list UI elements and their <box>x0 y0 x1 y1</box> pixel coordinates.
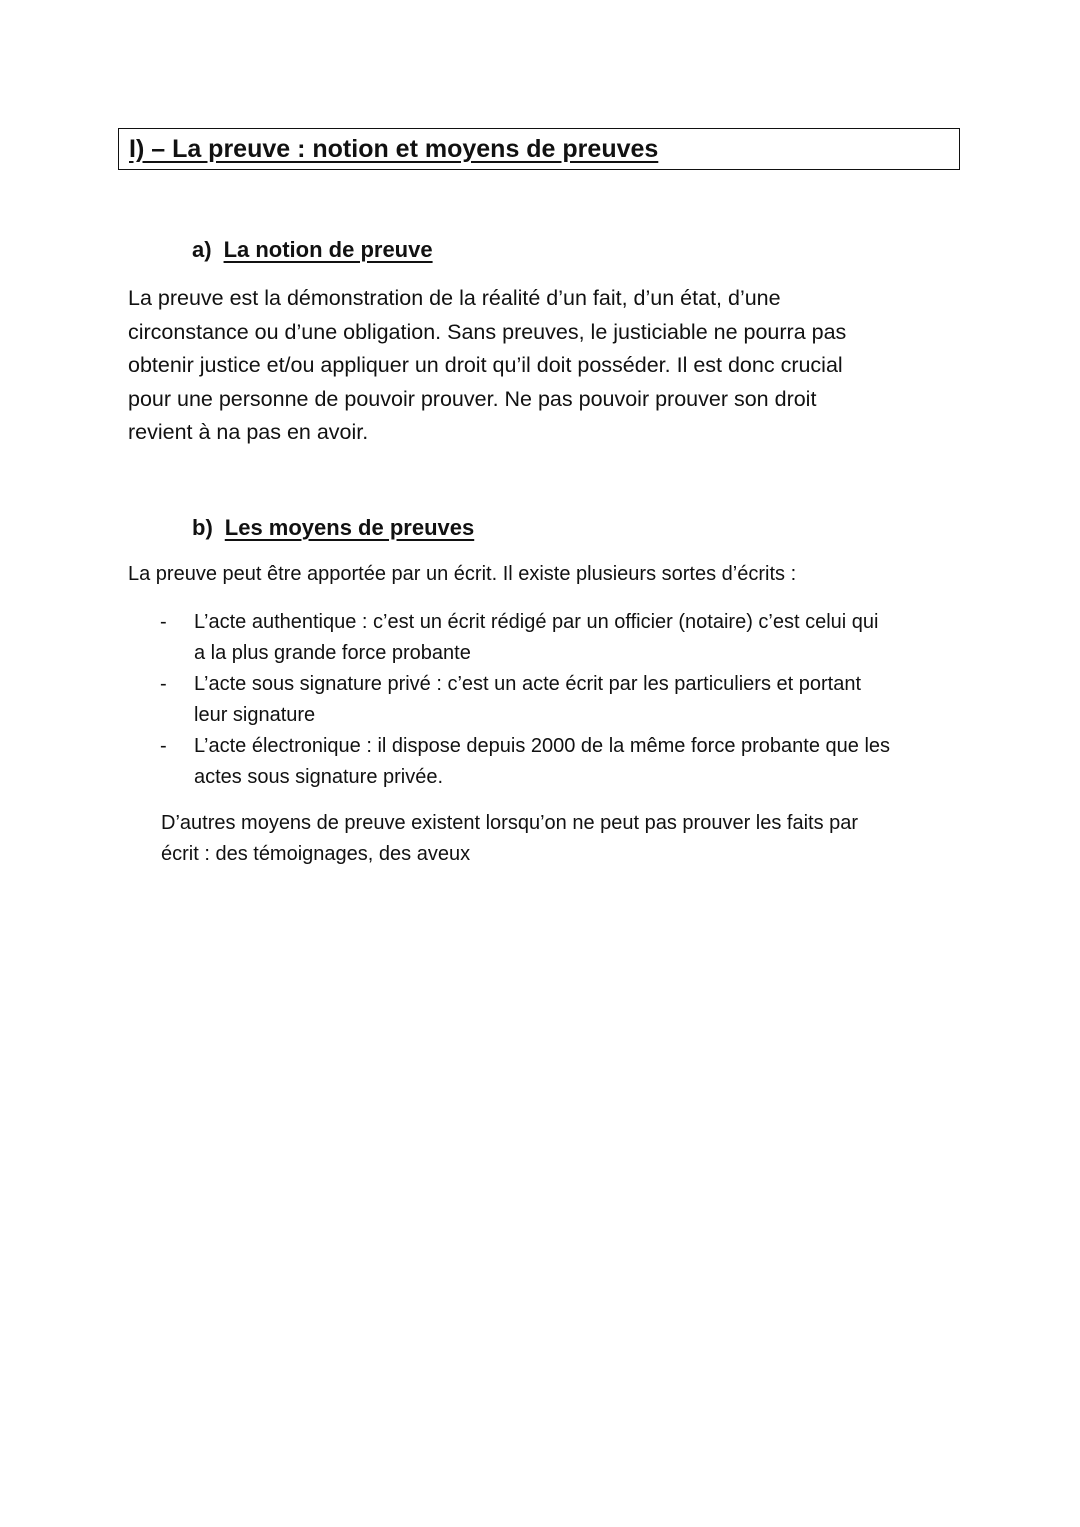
moyens-intro: La preuve peut être apportée par un écrit. Il existe plusieurs sortes d’écrits : <box>128 563 797 585</box>
subheading-b-number: b) <box>192 515 213 540</box>
list-item-line: L’acte sous signature privé : c’est un acte écrit par les particuliers et portant <box>194 673 862 695</box>
paragraph-line: La preuve est la démonstration de la réalité d’un fait, d’un état, d’une <box>128 286 781 310</box>
subheading-a-number: a) <box>192 237 212 262</box>
paragraph-line: revient à na pas en avoir. <box>128 420 369 444</box>
paragraph-line: écrit : des témoignages, des aveux <box>161 843 471 865</box>
list-bullet: - <box>160 735 167 757</box>
list-item-line: L’acte électronique : il dispose depuis 2000 de la même force probante que les <box>194 735 891 757</box>
list-item-line: actes sous signature privée. <box>194 766 444 788</box>
subheading-b-title: Les moyens de preuves <box>224 515 475 540</box>
list-item-line: leur signature <box>194 704 316 726</box>
list-item-line: a la plus grande force probante <box>194 642 471 664</box>
list-item <box>0 607 1080 669</box>
list-item <box>0 731 1080 793</box>
section-heading: I) – La preuve : notion et moyens de preuves <box>129 135 659 163</box>
writing-types-list <box>0 607 1080 793</box>
list-item-line: L’acte authentique : c’est un écrit rédigé par un officier (notaire) c’est celui qui <box>194 611 879 633</box>
paragraph-line: circonstance ou d’une obligation. Sans preuves, le justiciable ne pourra pas <box>128 319 847 344</box>
list-bullet: - <box>160 611 167 633</box>
list-item <box>0 669 1080 731</box>
other-proofs-paragraph <box>161 808 941 870</box>
paragraph-line: D’autres moyens de preuve existent lorsqu’on ne peut pas prouver les faits par <box>161 812 859 834</box>
section-heading-box <box>118 128 960 170</box>
paragraph-line: pour une personne de pouvoir prouver. Ne pas pouvoir prouver son droit <box>128 386 817 411</box>
paragraph-line: obtenir justice et/ou appliquer un droit qu’il doit posséder. Il est donc crucial <box>128 353 843 377</box>
subheading-a <box>192 237 433 263</box>
list-bullet: - <box>160 673 167 695</box>
notion-paragraph <box>128 282 928 450</box>
subheading-a-title: La notion de preuve <box>223 237 433 262</box>
subheading-b <box>192 515 474 541</box>
